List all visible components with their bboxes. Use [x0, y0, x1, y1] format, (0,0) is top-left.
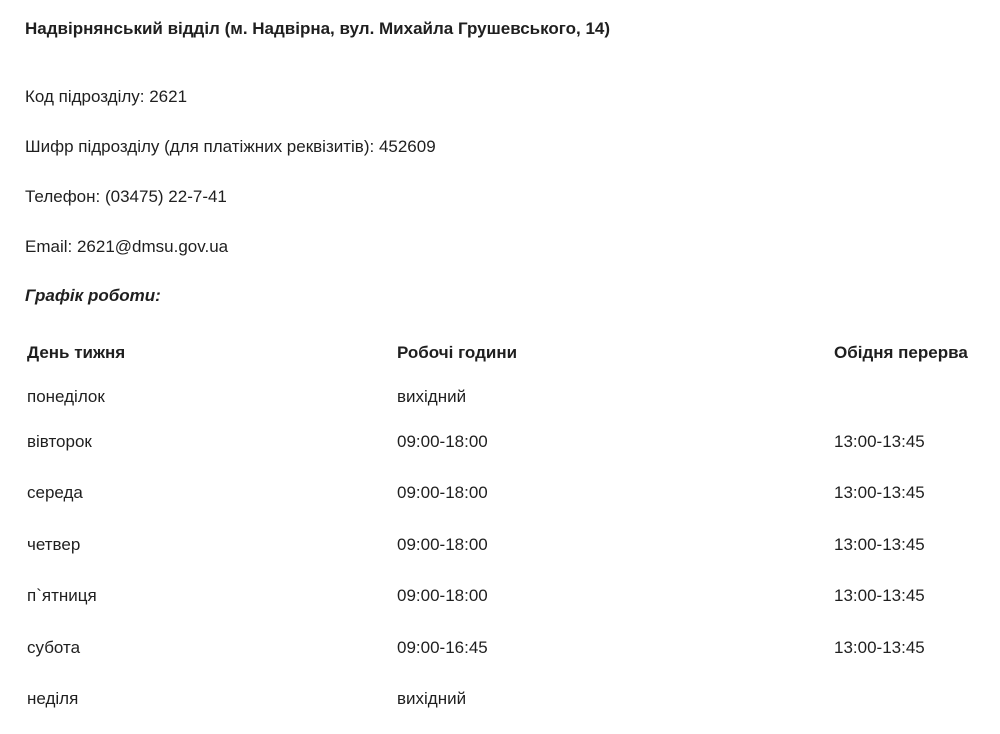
- day-cell: п`ятниця: [27, 586, 97, 606]
- hours-cell: вихідний: [397, 387, 467, 406]
- unit-cipher: Шифр підрозділу (для платіжних реквізитів): 452609: [25, 137, 436, 156]
- break-cell: [832, 378, 985, 416]
- table-row: [25, 416, 985, 468]
- day-cell: вівторок: [27, 431, 92, 451]
- table-row: [25, 378, 985, 416]
- table-row: [25, 519, 985, 571]
- day-cell: четвер: [27, 534, 81, 554]
- hours-cell: 09:00-18:00: [397, 586, 488, 606]
- phone-number: Телефон: (03475) 22-7-41: [25, 187, 227, 206]
- table-row: [25, 622, 985, 674]
- column-header-break: Обідня перерва: [834, 343, 968, 362]
- day-cell: середа: [27, 483, 83, 503]
- break-cell: 13:00-13:45: [834, 637, 925, 657]
- day-cell: понеділок: [27, 387, 105, 406]
- column-header-hours: Робочі години: [397, 343, 518, 362]
- hours-cell: вихідний: [397, 689, 467, 709]
- table-row: [25, 674, 985, 726]
- break-cell: 13:00-13:45: [834, 483, 925, 503]
- hours-cell: 09:00-18:00: [397, 534, 488, 554]
- day-cell: неділя: [27, 689, 79, 709]
- email-address: Email: 2621@dmsu.gov.ua: [25, 237, 229, 256]
- hours-cell: 09:00-18:00: [397, 483, 488, 503]
- hours-cell: 09:00-16:45: [397, 637, 488, 657]
- hours-cell: 09:00-18:00: [397, 431, 488, 451]
- schedule-table: [25, 328, 985, 725]
- unit-code: Код підрозділу: 2621: [25, 87, 188, 106]
- day-cell: субота: [27, 637, 81, 657]
- column-header-day: День тижня: [27, 343, 126, 362]
- break-cell: [832, 674, 985, 726]
- break-cell: 13:00-13:45: [834, 534, 925, 554]
- schedule-heading: Графік роботи:: [25, 286, 161, 305]
- table-row: [25, 468, 985, 520]
- break-cell: 13:00-13:45: [834, 586, 925, 606]
- break-cell: 13:00-13:45: [834, 431, 925, 451]
- table-row: [25, 571, 985, 623]
- table-header-row: [25, 328, 985, 378]
- department-title: Надвірнянський відділ (м. Надвірна, вул. Михайла Грушевського, 14): [25, 19, 611, 38]
